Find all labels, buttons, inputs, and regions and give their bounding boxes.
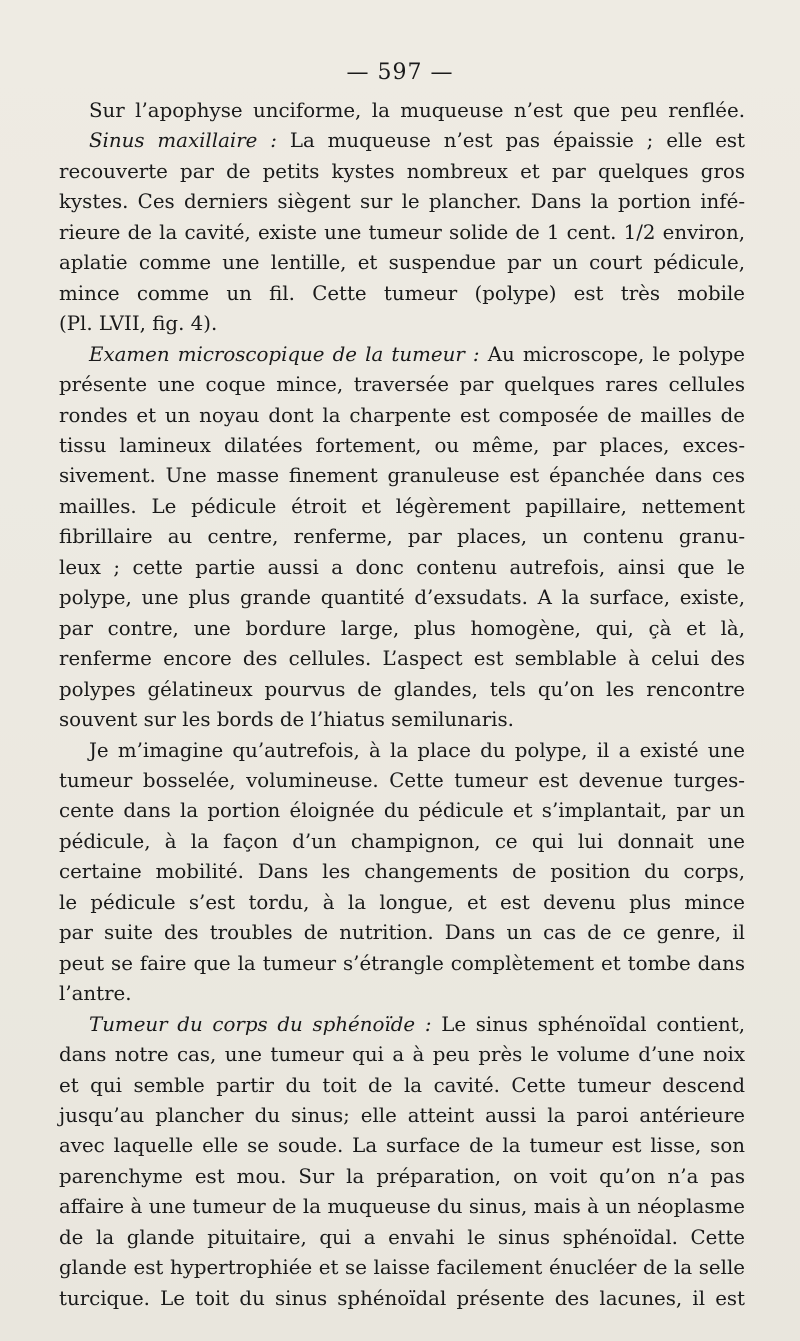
text-line [59, 340, 745, 370]
body-text [59, 96, 745, 1314]
text-run: affaire à une tumeur de la muqueuse du sinus, mais à un néoplasme [59, 1195, 745, 1219]
text-line [59, 949, 745, 979]
text-line [59, 1162, 745, 1192]
text-run: aplatie comme une lentille, et suspendue par un court pédicule, [59, 251, 745, 275]
text-run: souvent sur les bords de l’hiatus semilunaris. [59, 708, 514, 732]
text-line [59, 918, 745, 948]
section-heading: Tumeur du corps du sphénoïde : [89, 1012, 432, 1036]
text-run: La muqueuse n’est pas épaissie ; elle est [276, 129, 746, 153]
section-heading: Sinus maxillaire : [89, 129, 277, 153]
text-run: Au microscope, le polype [479, 342, 745, 366]
text-run: renferme encore des cellules. L’aspect est semblable à celui des [59, 647, 745, 671]
text-line [59, 126, 745, 156]
text-run: peut se faire que la tumeur s’étrangle complètement et tombe dans [59, 951, 745, 975]
text-line [59, 614, 745, 644]
text-line [59, 979, 745, 1009]
text-line [59, 705, 745, 735]
text-line [59, 1071, 745, 1101]
text-run: pédicule, à la façon d’un champignon, ce qui lui donnait une [59, 829, 745, 853]
text-run: Je m’imagine qu’autrefois, à la place du polype, il a existé une [89, 738, 745, 762]
text-line [59, 553, 745, 583]
text-run: le pédicule s’est tordu, à la longue, et est devenu plus mince [59, 890, 745, 914]
text-run: Sur l’apophyse unciforme, la muqueuse n’est que peu renflée. [89, 99, 745, 122]
text-line [59, 187, 745, 217]
text-line [59, 157, 745, 187]
text-run: mince comme un fil. Cette tumeur (polype) est très mobile [59, 281, 745, 305]
text-line [59, 431, 745, 461]
text-line [59, 1192, 745, 1222]
text-run: par suite des troubles de nutrition. Dans un cas de ce genre, il [59, 921, 745, 945]
text-line [59, 1131, 745, 1161]
text-line [59, 857, 745, 887]
text-line [59, 309, 745, 339]
text-run: et qui semble partir du toit de la cavité. Cette tumeur descend [59, 1073, 745, 1097]
text-run: sivement. Une masse finement granuleuse est épanchée dans ces [59, 464, 745, 488]
text-run: jusqu’au plancher du sinus; elle atteint aussi la paroi antérieure [59, 1103, 745, 1127]
text-line [59, 1040, 745, 1070]
text-run: tumeur bosselée, volumineuse. Cette tumeur est devenue turges- [59, 768, 745, 792]
text-run: recouverte par de petits kystes nombreux et par quelques gros [59, 159, 745, 183]
text-line [59, 827, 745, 857]
text-run: dans notre cas, une tumeur qui a à peu près le volume d’une noix [59, 1043, 745, 1067]
text-run: parenchyme est mou. Sur la préparation, on voit qu’on n’a pas [59, 1164, 745, 1188]
text-line [59, 96, 745, 126]
text-run: de la glande pituitaire, qui a envahi le sinus sphénoïdal. Cette [59, 1225, 745, 1249]
text-run: glande est hypertrophiée et se laisse facilement énucléer de la selle [59, 1256, 745, 1280]
text-run: turcique. Le toit du sinus sphénoïdal présente des lacunes, il est [59, 1286, 745, 1310]
text-line [59, 1010, 745, 1040]
text-run: Le sinus sphénoïdal contient, [431, 1012, 746, 1036]
text-run: kystes. Ces derniers siègent sur le plancher. Dans la portion infé- [59, 190, 745, 214]
text-run: polypes gélatineux pourvus de glandes, tels qu’on les rencontre [59, 677, 745, 701]
text-run: tissu lamineux dilatées fortement, ou même, par places, exces- [59, 433, 745, 457]
text-run: fibrillaire au centre, renferme, par places, un contenu granu- [59, 525, 745, 549]
text-line [59, 1101, 745, 1131]
page-number: — 597 — [346, 60, 454, 85]
text-run: certaine mobilité. Dans les changements de position du corps, [59, 860, 745, 884]
text-run: (Pl. LVII, fig. 4). [59, 312, 218, 336]
text-run: mailles. Le pédicule étroit et légèrement papillaire, nettement [59, 494, 745, 518]
text-run: par contre, une bordure large, plus homogène, qui, çà et là, [59, 616, 745, 640]
text-run: leux ; cette partie aussi a donc contenu autrefois, ainsi que le [59, 555, 745, 579]
text-line [59, 248, 745, 278]
text-line [59, 736, 745, 766]
text-line [59, 1253, 745, 1283]
text-line [59, 370, 745, 400]
text-run: avec laquelle elle se soude. La surface de la tumeur est lisse, son [59, 1134, 745, 1158]
section-heading: Examen microscopique de la tumeur : [89, 342, 480, 366]
text-run: rondes et un noyau dont la charpente est composée de mailles de [59, 403, 745, 427]
text-run: polype, une plus grande quantité d’exsudats. A la surface, existe, [59, 586, 745, 610]
text-line [59, 492, 745, 522]
text-line [59, 522, 745, 552]
text-run: présente une coque mince, traversée par quelques rares cellules [59, 373, 745, 397]
text-line [59, 1284, 745, 1314]
text-line [59, 675, 745, 705]
text-run: cente dans la portion éloignée du pédicule et s’implantait, par un [59, 799, 745, 823]
text-line [59, 279, 745, 309]
text-line [59, 583, 745, 613]
text-line [59, 461, 745, 491]
text-line [59, 644, 745, 674]
text-line [59, 218, 745, 248]
text-line [59, 766, 745, 796]
text-run: l’antre. [59, 982, 132, 1006]
text-line [59, 888, 745, 918]
text-run: rieure de la cavité, existe une tumeur solide de 1 cent. 1/2 environ, [59, 220, 745, 244]
text-line [59, 796, 745, 826]
text-line [59, 1223, 745, 1253]
text-line [59, 401, 745, 431]
